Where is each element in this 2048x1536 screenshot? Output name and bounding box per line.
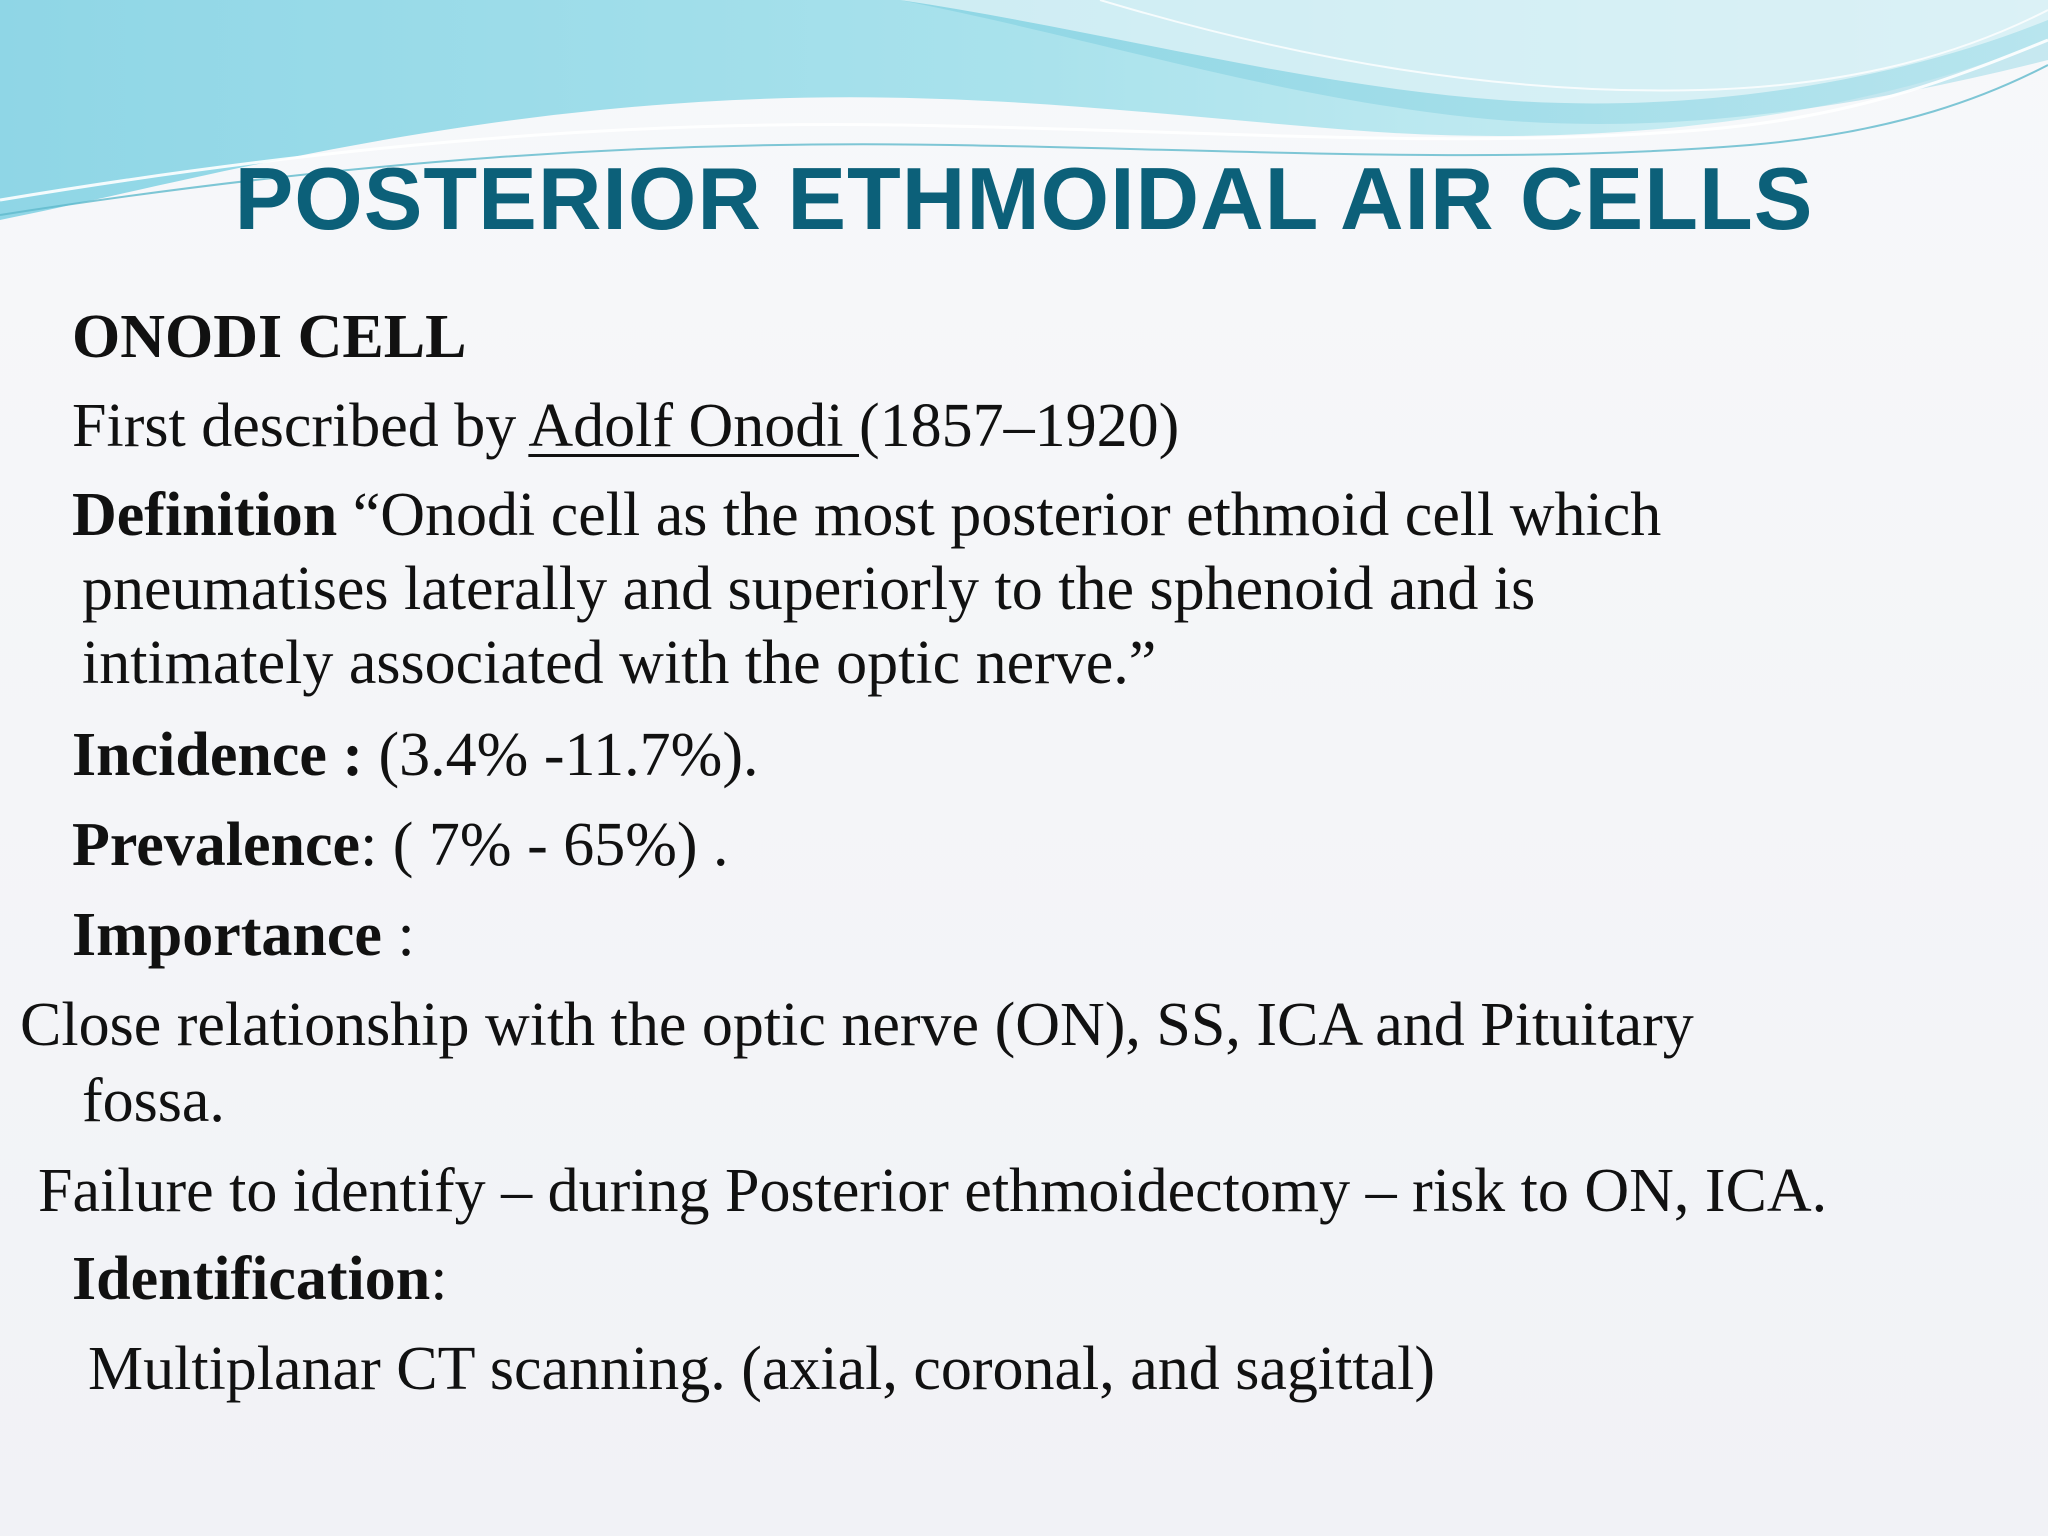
importance-point-1-line-2: fossa. <box>82 1067 225 1135</box>
identification-line <box>72 1242 447 1316</box>
incidence-label: Incidence : <box>72 721 379 789</box>
definition-line-1 <box>72 478 1661 552</box>
importance-point-2: Failure to identify – during Posterior ethmoidectomy – risk to ON, ICA. <box>38 1157 1828 1225</box>
onodi-years: (1857–1920) <box>859 392 1180 460</box>
importance-point-1-line-1: Close relationship with the optic nerve (ON), SS, ICA and Pituitary <box>20 991 1694 1059</box>
prevalence-label: Prevalence <box>72 811 361 879</box>
definition-text-1: “Onodi cell as the most posterior ethmoid cell which <box>337 481 1662 549</box>
importance-colon: : <box>381 901 415 969</box>
identification-colon: : <box>430 1245 448 1313</box>
definition-line-3: intimately associated with the optic nerve.” <box>82 629 1157 697</box>
first-described-line <box>72 389 1179 463</box>
incidence-value: (3.4% -11.7%). <box>378 721 759 789</box>
prevalence-line <box>72 808 729 882</box>
importance-line <box>72 898 415 972</box>
slide-title: POSTERIOR ETHMOIDAL AIR CELLS <box>234 149 1814 248</box>
definition-line-2: pneumatises laterally and superiorly to the sphenoid and is <box>82 555 1536 623</box>
definition-label: Definition <box>72 481 338 549</box>
identification-label: Identification <box>72 1245 431 1313</box>
importance-label: Importance <box>72 901 382 969</box>
incidence-line <box>72 718 758 792</box>
adolf-onodi-link[interactable]: Adolf Onodi <box>528 392 859 460</box>
first-described-prefix: First described by <box>72 392 529 460</box>
prevalence-value: : ( 7% - 65%) . <box>360 811 729 879</box>
identification-method: Multiplanar CT scanning. (axial, coronal, and sagittal) <box>88 1335 1435 1403</box>
onodi-cell-heading: ONODI CELL <box>72 303 467 371</box>
